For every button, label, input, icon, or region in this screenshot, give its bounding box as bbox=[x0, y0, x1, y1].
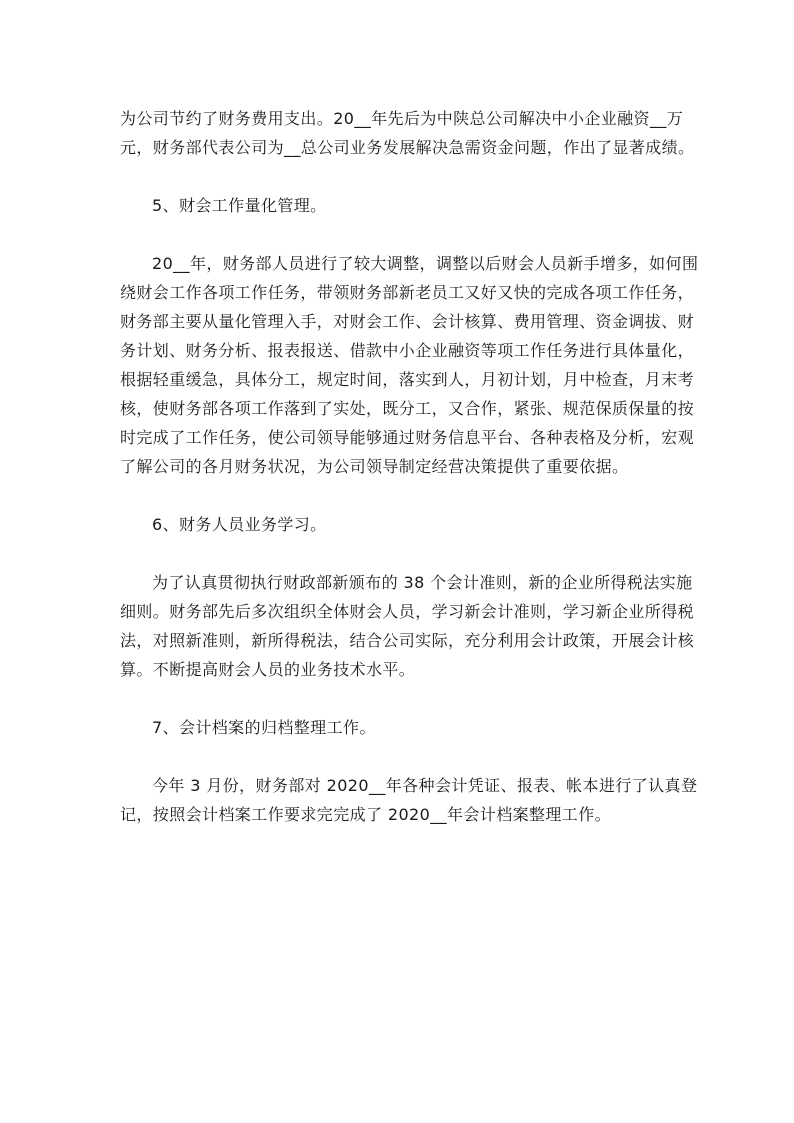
section-heading: 5、财会工作量化管理。 bbox=[152, 196, 327, 215]
text-line: 法，对照新准则，新所得税法，结合公司实际，充分利用会计政策，开展会计核 bbox=[120, 631, 695, 650]
text-line: 为了认真贯彻执行财政部新颁布的 38 个会计准则，新的企业所得税法实施 bbox=[152, 573, 693, 592]
text-line: 算。不断提高财会人员的业务技术水平。 bbox=[120, 660, 416, 679]
paragraph-savings-financing bbox=[120, 104, 695, 162]
text-line: 元，财务部代表公司为__总公司业务发展解决急需资金问题，作出了显著成绩。 bbox=[120, 138, 695, 157]
heading-quantified-management bbox=[120, 191, 680, 220]
text-line: 今年 3 月份，财务部对 2020__年各种会计凭证、报表、帐本进行了认真登 bbox=[152, 776, 698, 795]
paragraph-quantified-management bbox=[120, 249, 699, 481]
text-line: 了解公司的各月财务状况，为公司领导制定经营决策提供了重要依据。 bbox=[120, 457, 629, 476]
text-line: 记，按照会计档案工作要求完完成了 2020__年会计档案整理工作。 bbox=[120, 805, 612, 824]
text-line: 绕财会工作各项工作任务，带领财务部新老员工又好又快的完成各项工作任务， bbox=[120, 283, 695, 302]
text-line: 为公司节约了财务费用支出。20__年先后为中陕总公司解决中小企业融资__万 bbox=[120, 109, 684, 128]
text-line: 务计划、财务分析、报表报送、借款中小企业融资等项工作任务进行具体量化， bbox=[120, 341, 695, 360]
text-line: 细则。财务部先后多次组织全体财会人员，学习新会计准则，学习新企业所得税 bbox=[120, 602, 695, 621]
heading-archive-work bbox=[120, 713, 680, 742]
heading-staff-study bbox=[120, 510, 680, 539]
section-heading: 7、会计档案的归档整理工作。 bbox=[152, 718, 376, 737]
document-body bbox=[120, 104, 699, 829]
text-line: 财务部主要从量化管理入手，对财会工作、会计核算、费用管理、资金调拔、财 bbox=[120, 312, 695, 331]
paragraph-staff-study bbox=[120, 568, 695, 684]
text-line: 时完成了工作任务，使公司领导能够通过财务信息平台、各种表格及分析，宏观 bbox=[120, 428, 695, 447]
text-line: 根据轻重缓急，具体分工，规定时间，落实到人，月初计划，月中检查，月末考 bbox=[120, 370, 695, 389]
text-line: 核，使财务部各项工作落到了实处，既分工，又合作，紧张、规范保质保量的按 bbox=[120, 399, 695, 418]
paragraph-archive-work bbox=[120, 771, 698, 829]
text-line: 20__年，财务部人员进行了较大调整，调整以后财会人员新手增多，如何围 bbox=[152, 254, 699, 273]
section-heading: 6、财务人员业务学习。 bbox=[152, 515, 327, 534]
